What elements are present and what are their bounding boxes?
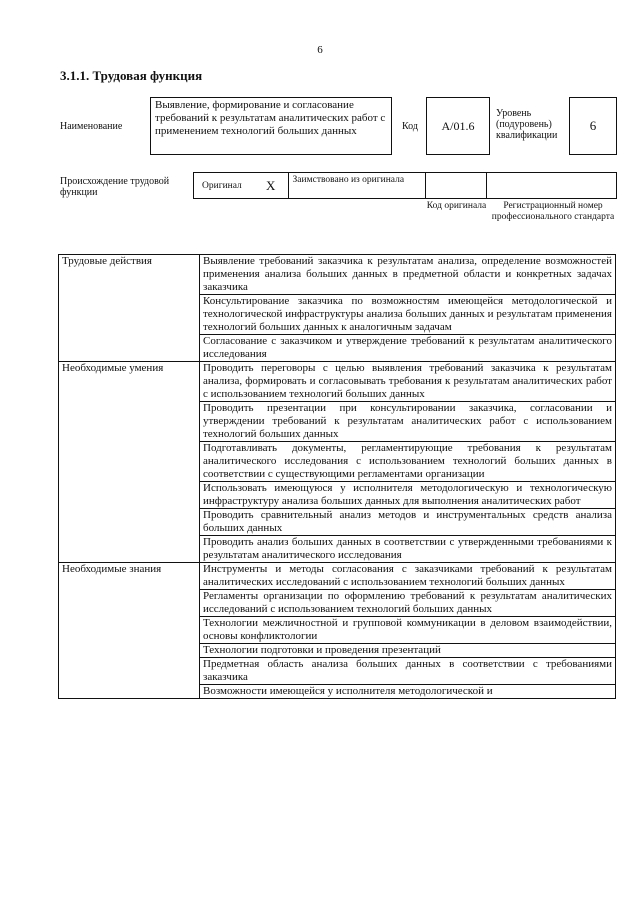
table-row bbox=[59, 255, 616, 295]
original-label: Оригинал bbox=[202, 181, 242, 191]
required-skills-item: Проводить анализ больших данных в соответствии с утвержденными требованиями к результатам аналитического исследования bbox=[200, 536, 616, 563]
registration-caption: Регистрационный номер профессионального стандарта bbox=[491, 201, 615, 222]
required-skills-item: Использовать имеющуюся у исполнителя методологическую и технологическую инфраструктуру анализа больших данных для выполнения аналитических работ bbox=[200, 482, 616, 509]
origin-table bbox=[193, 172, 617, 199]
required-knowledge-item: Возможности имеющейся у исполнителя методологической и bbox=[200, 685, 616, 699]
required-skills-category: Необходимые умения bbox=[59, 362, 200, 563]
required-knowledge-category: Необходимые знания bbox=[59, 563, 200, 699]
required-knowledge-item: Технологии подготовки и проведения презентаций bbox=[200, 644, 616, 658]
function-details bbox=[58, 254, 616, 699]
required-knowledge-item: Инструменты и методы согласования с заказчиками требований к результатам аналитических исследований с использованием технологий больших данных bbox=[200, 563, 616, 590]
code-caption: Код оригинала bbox=[426, 201, 487, 211]
required-skills-item: Проводить переговоры с целью выявления требований заказчика к результатам анализа, формировать и согласовывать требования к результатам аналитических работ с использованием технологий больших данных bbox=[200, 362, 616, 402]
original-mark: X bbox=[266, 178, 276, 193]
section-title: 3.1.1. Трудовая функция bbox=[60, 68, 203, 83]
function-name: Выявление, формирование и согласование требований к результатам аналитических работ с применением технологий больших данных bbox=[150, 97, 392, 155]
function-code: A/01.6 bbox=[426, 97, 490, 155]
labor-actions-item: Консультирование заказчика по возможностям имеющейся методологической и технологической инфраструктуры анализа больших данных и результатам применения технологий больших данных к аналогичным задачам bbox=[200, 295, 616, 335]
required-skills-item: Подготавливать документы, регламентирующие требования к результатам аналитического исследования с использованием технологий больших данных в соответствии с существующими регламентами организации bbox=[200, 442, 616, 482]
borrowed-label: Заимствовано из оригинала bbox=[292, 175, 405, 185]
qualification-level: 6 bbox=[569, 97, 617, 155]
details-table bbox=[58, 254, 616, 699]
required-knowledge-item: Регламенты организации по оформлению требований к результатам аналитических исследований с использованием технологий больших данных bbox=[200, 590, 616, 617]
required-skills-item: Проводить сравнительный анализ методов и инструментальных средств анализа больших данных bbox=[200, 509, 616, 536]
labor-actions-category: Трудовые действия bbox=[59, 255, 200, 362]
origin-label: Происхождение трудовой функции bbox=[60, 176, 170, 198]
registration-number-cell bbox=[487, 173, 616, 198]
table-row bbox=[59, 563, 616, 590]
original-cell bbox=[194, 173, 289, 198]
original-code-cell bbox=[426, 173, 487, 198]
code-label: Код bbox=[402, 121, 418, 132]
level-label: Уровень (подуровень) квалификации bbox=[496, 108, 558, 141]
required-skills-item: Проводить презентации при консультировании заказчика, согласовании и утверждении требований к результатам аналитических работ с использованием технологий больших данных bbox=[200, 402, 616, 442]
labor-actions-item: Согласование с заказчиком и утверждение требований к результатам аналитического исследования bbox=[200, 335, 616, 362]
page-number: 6 bbox=[317, 44, 323, 56]
required-knowledge-item: Технологии межличностной и групповой коммуникации в деловом взаимодействии, основы конфликтологии bbox=[200, 617, 616, 644]
name-label: Наименование bbox=[60, 121, 123, 132]
borrowed-cell bbox=[289, 173, 426, 198]
table-row bbox=[59, 362, 616, 402]
labor-actions-item: Выявление требований заказчика к результатам анализа, определение возможностей применения анализа больших данных в предметной области и конкретных задачах заказчика bbox=[200, 255, 616, 295]
required-knowledge-item: Предметная область анализа больших данных в соответствии с требованиями заказчика bbox=[200, 658, 616, 685]
